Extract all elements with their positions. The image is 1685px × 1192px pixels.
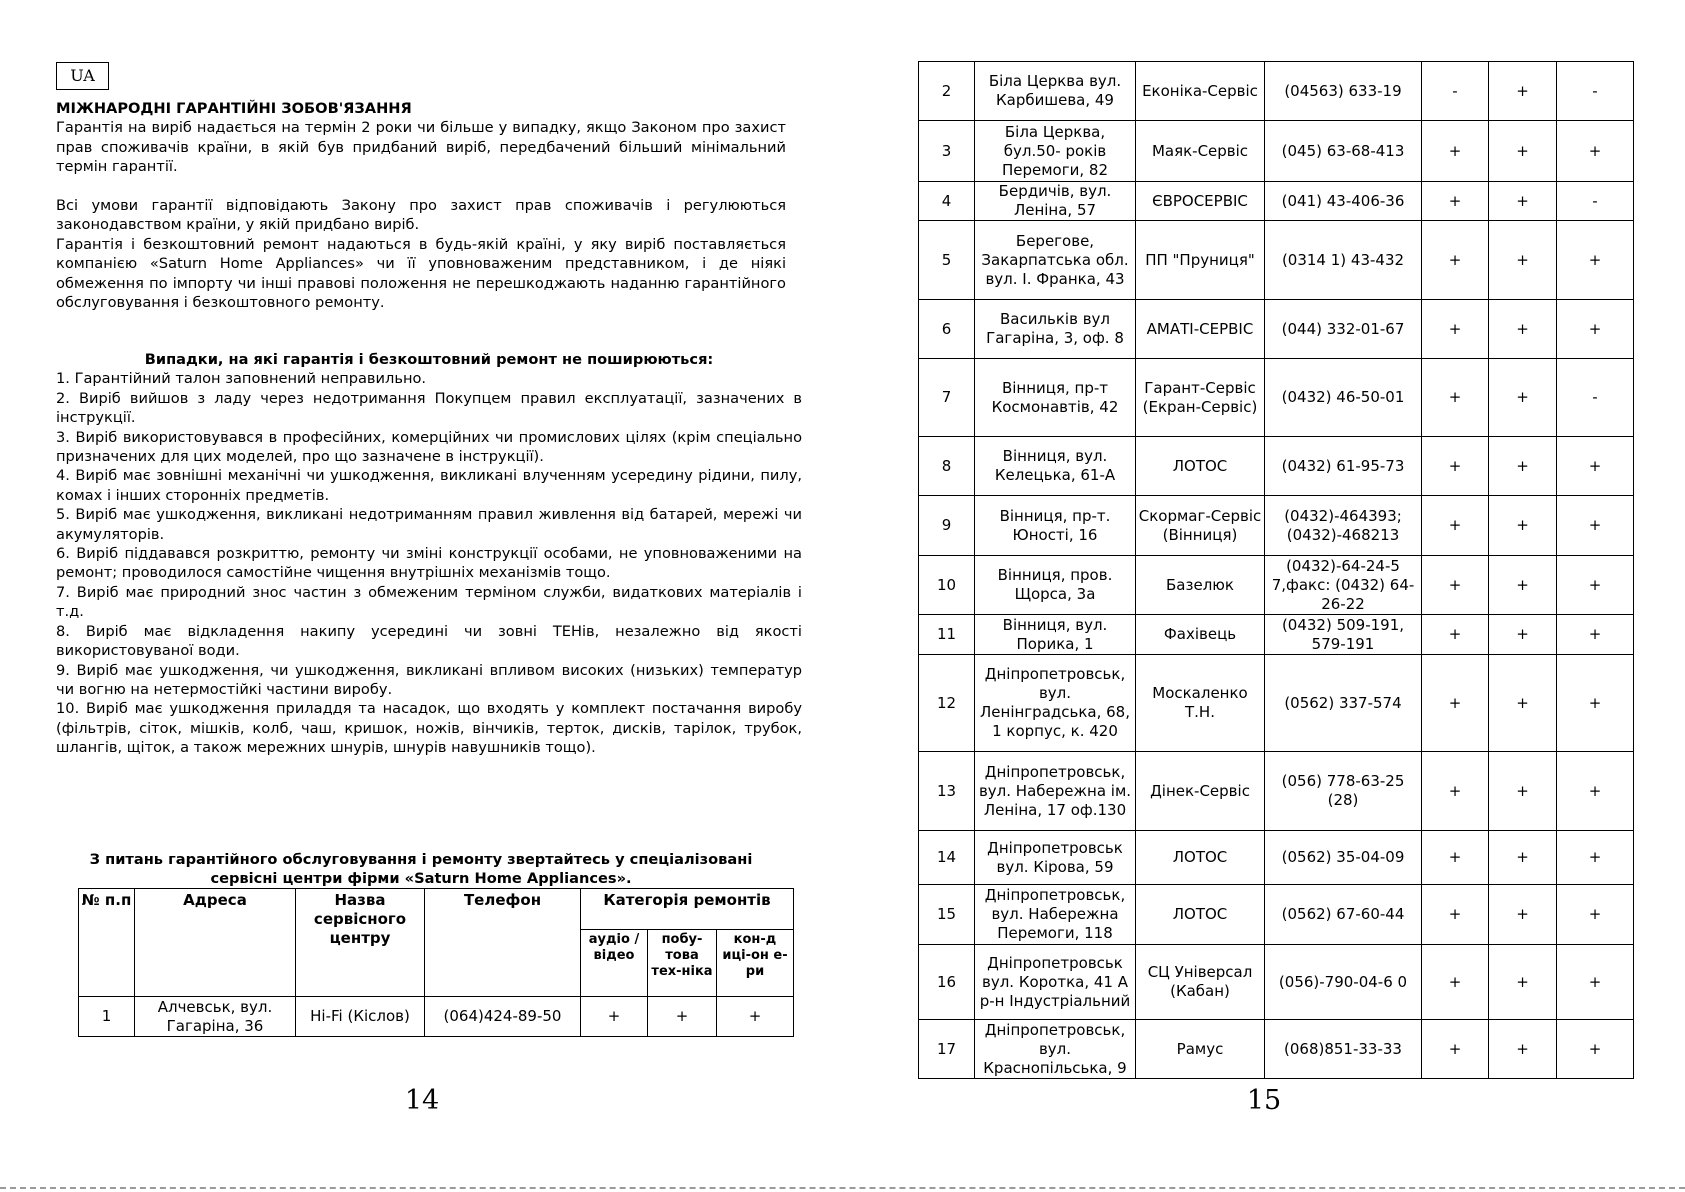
row-service-name: Еконіка-Сервіс [1136,62,1265,121]
row-num: 2 [919,62,975,121]
exclusion-item: 3. Виріб використовувався в професійних, комерційних чи промислових цілях (крім спеціально призначених для цих моделей, про що зазначене в інструкції). [56,428,802,466]
row-appliances: + [1489,752,1557,831]
row-appliances: + [1489,945,1557,1020]
exclusion-item: 2. Виріб вийшов з ладу через недотримання Покупцем правил експлуатації, зазначених в інструкції. [56,389,802,427]
row-air-conditioners: + [1557,1020,1634,1079]
row-service-name: АМАТІ-СЕРВІС [1136,300,1265,359]
row-num: 8 [919,437,975,496]
row-num: 17 [919,1020,975,1079]
row-audio-video: + [1422,496,1489,556]
header-address: Адреса [135,889,296,997]
row-address: Біла Церква вул. Карбишева, 49 [975,62,1136,121]
row-air-conditioners: + [1557,437,1634,496]
row-appliances: + [1489,300,1557,359]
page-title: МІЖНАРОДНІ ГАРАНТІЙНІ ЗОБОВ'ЯЗАННЯ [56,100,412,117]
table-row [919,752,1634,831]
row-appliances: + [1489,62,1557,121]
row-service-name: ЛОТОС [1136,885,1265,945]
row-audio-video: + [1422,182,1489,221]
left-page [0,0,842,1192]
row-appliances: + [1489,831,1557,885]
service-centers-title: З питань гарантійного обслуговування і ремонту звертайтесь у спеціалізовані сервісні центри фірми «Saturn Home Appliances». [89,851,753,888]
guarantee-intro-block [56,99,786,177]
row-address: Дніпропетровськ, вул. Краснопільська, 9 [975,1020,1136,1079]
exclusion-item: 5. Виріб має ушкодження, викликані недотриманням правил живлення від батарей, мережі чи акумуляторів. [56,506,802,543]
right-table-body [919,62,1634,1079]
row-appliances: + [1489,182,1557,221]
row-service-name: Москаленко Т.Н. [1136,655,1265,752]
row-appliances: + [1489,615,1557,655]
row-audio-video: + [1422,300,1489,359]
row-phone: (056)-790-04-6 0 [1265,945,1422,1020]
header-phone: Телефон [425,889,581,997]
right-page [842,0,1685,1192]
row-address: Дніпропетровськ вул. Кірова, 59 [975,831,1136,885]
language-label: UA [56,62,109,90]
table-row [919,182,1634,221]
row-service-name: Маяк-Сервіс [1136,121,1265,182]
table-header-row [79,889,794,930]
table-row [919,437,1634,496]
exclusion-item: 8. Виріб має відкладення накипу усередині чи зовні ТЕНів, незалежно від якості використовуваної води. [56,622,802,660]
row-phone: (0432)-64-24-5 7,факс: (0432) 64-26-22 [1265,556,1422,615]
row-audio-video: + [1422,615,1489,655]
row-num: 3 [919,121,975,182]
row-service-name: ЄВРОСЕРВІС [1136,182,1265,221]
row-appliances: + [1489,885,1557,945]
row-air-conditioners: + [1557,300,1634,359]
table-row [919,655,1634,752]
row-audio-video: + [1422,121,1489,182]
row-phone: (0562) 67-60-44 [1265,885,1422,945]
row-address: Дніпропетровськ, вул. Набережна ім. Леніна, 17 оф.130 [975,752,1136,831]
row-audio-video: + [1422,831,1489,885]
table-row [919,615,1634,655]
row-air-conditioners: + [1557,945,1634,1020]
row-address: Вінниця, пр-т Космонавтів, 42 [975,359,1136,437]
row-air-conditioners: - [1557,359,1634,437]
row-appliances: + [1489,655,1557,752]
table-row [919,221,1634,300]
row-service-name: Гарант-Сервіс (Екран-Сервіс) [1136,359,1265,437]
row-audio-video: + [1422,221,1489,300]
row-air-conditioners: + [1557,752,1634,831]
row-air-conditioners: + [717,997,794,1037]
row-audio-video: + [1422,359,1489,437]
exclusion-item: 4. Виріб має зовнішні механічні чи ушкодження, викликані влученням усередину рідини, пилу, комах і інших сторонніх предметів. [56,467,802,504]
row-appliances: + [648,997,717,1037]
row-address: Дніпропетровськ, вул. Набережна Перемоги, 118 [975,885,1136,945]
conditions-paragraph-1: Всі умови гарантії відповідають Закону про захист прав споживачів і регулюються законодавством країни, у якій придбано виріб. [56,197,786,234]
service-centers-table-part-2 [918,61,1634,1079]
intro-paragraph: Гарантія на виріб надається на термін 2 роки чи більше у випадку, якщо Законом про захист прав споживачів країни, в якій був придбаний виріб, передбачений більший мінімальний термін гарантії. [56,119,786,176]
row-phone: (04563) 633-19 [1265,62,1422,121]
row-num: 10 [919,556,975,615]
row-service-name: ЛОТОС [1136,437,1265,496]
row-appliances: + [1489,121,1557,182]
header-air-conditioners: кон-д иці-он е-ри [717,930,794,997]
row-num: 9 [919,496,975,556]
row-audio-video: + [1422,655,1489,752]
exclusion-item: 9. Виріб має ушкодження, чи ушкодження, викликані впливом високих (низьких) температур чи вогню на нетермостійкі частини виробу. [56,661,802,698]
conditions-block [56,196,786,312]
table-row [79,997,794,1037]
row-num: 15 [919,885,975,945]
row-appliances: + [1489,359,1557,437]
table-row [919,62,1634,121]
row-num: 13 [919,752,975,831]
row-num: 4 [919,182,975,221]
row-num: 6 [919,300,975,359]
row-service-name: ЛОТОС [1136,831,1265,885]
exclusion-item: 1. Гарантійний талон заповнений неправильно. [56,370,427,388]
row-num: 16 [919,945,975,1020]
row-audio-video: + [1422,945,1489,1020]
header-appliances: побу-това тех-ніка [648,930,717,997]
row-air-conditioners: + [1557,885,1634,945]
header-num: № п.п [79,889,135,997]
row-address: Біла Церква, бул.50- років Перемоги, 82 [975,121,1136,182]
header-audio-video: аудіо / відео [581,930,648,997]
row-phone: (041) 43-406-36 [1265,182,1422,221]
table-row [919,121,1634,182]
row-air-conditioners: + [1557,615,1634,655]
row-service-name: Базелюк [1136,556,1265,615]
row-address: Алчевськ, вул. Гагаріна, 36 [135,997,296,1037]
row-audio-video: + [1422,885,1489,945]
table-row [919,556,1634,615]
table-row [919,831,1634,885]
row-air-conditioners: + [1557,121,1634,182]
conditions-paragraph-2: Гарантія і безкоштовний ремонт надаються в будь-якій країні, у яку виріб поставляється компанією «Saturn Home Appliances» чи її уповноваженим представником, і де ніякі обмеження по імпорту чи інші правові положення не перешкоджають наданню гарантійного обслуговування і безкоштовного ремонту. [56,235,786,312]
exclusions-block [56,350,802,758]
service-centers-intro [56,850,786,889]
table-row [919,885,1634,945]
row-address: Вінниця, вул. Порика, 1 [975,615,1136,655]
page-number-right: 15 [1246,1085,1282,1116]
row-phone: (056) 778-63-25 (28) [1265,752,1422,831]
table-row [919,945,1634,1020]
row-audio-video: + [1422,556,1489,615]
row-address: Васильків вул Гагаріна, 3, оф. 8 [975,300,1136,359]
row-address: Дніпропетровськ, вул. Ленінградська, 68, 1 корпус, к. 420 [975,655,1136,752]
row-phone: (0562) 337-574 [1265,655,1422,752]
row-air-conditioners: + [1557,655,1634,752]
row-audio-video: + [581,997,648,1037]
header-service-name: Назва сервісного центру [296,889,425,997]
row-appliances: + [1489,556,1557,615]
header-category: Категорія ремонтів [581,889,794,930]
row-service-name: Фахівець [1136,615,1265,655]
row-service-name: Дінек-Сервіс [1136,752,1265,831]
row-appliances: + [1489,221,1557,300]
row-appliances: + [1489,1020,1557,1079]
table-row [919,496,1634,556]
row-phone: (0562) 35-04-09 [1265,831,1422,885]
row-phone: (0432) 509-191, 579-191 [1265,615,1422,655]
row-service-name: СЦ Універсал (Кабан) [1136,945,1265,1020]
row-air-conditioners: + [1557,221,1634,300]
row-service-name: Скормаг-Сервіс (Вінниця) [1136,496,1265,556]
row-air-conditioners: + [1557,496,1634,556]
row-air-conditioners: - [1557,182,1634,221]
page-number-left: 14 [404,1085,440,1116]
row-phone: (0432)-464393; (0432)-468213 [1265,496,1422,556]
row-num: 5 [919,221,975,300]
row-air-conditioners: + [1557,831,1634,885]
bottom-dashed-rule [0,1187,1685,1189]
row-phone: (068)851-33-33 [1265,1020,1422,1079]
table-row [919,1020,1634,1079]
row-num: 14 [919,831,975,885]
row-air-conditioners: + [1557,556,1634,615]
exclusion-item: 6. Виріб піддавався розкриттю, ремонту чи зміні конструкції особами, не уповноваженими на ремонт; проводилося самостійне чищення внутрішніх механізмів тощо. [56,545,802,582]
row-num: 11 [919,615,975,655]
row-num: 12 [919,655,975,752]
service-centers-table-part-1 [78,888,794,1037]
row-air-conditioners: - [1557,62,1634,121]
row-phone: (0432) 46-50-01 [1265,359,1422,437]
row-address: Вінниця, пров. Щорса, 3а [975,556,1136,615]
exclusion-item: 7. Виріб має природний знос частин з обмеженим терміном служби, видаткових матеріалів і т.д. [56,583,802,621]
row-phone: (0314 1) 43-432 [1265,221,1422,300]
row-num: 7 [919,359,975,437]
row-appliances: + [1489,496,1557,556]
exclusion-item: 10. Виріб має ушкодження приладдя та насадок, що входять у комплект постачання виробу (фільтрів, сіток, мішків, колб, чаш, кришок, ножів, вінчиків, терток, дисків, тарілок, трубок, шлангів, щіток, а також мережних шнурів, шнурів навушників тощо). [56,700,802,757]
row-phone: (0432) 61-95-73 [1265,437,1422,496]
row-service-name: ПП "Пруниця" [1136,221,1265,300]
row-audio-video: + [1422,437,1489,496]
row-address: Вінниця, пр-т. Юності, 16 [975,496,1136,556]
row-address: Вінниця, вул. Келецька, 61-А [975,437,1136,496]
row-service-name: Рамус [1136,1020,1265,1079]
table-row [919,359,1634,437]
row-service-name: Hi-Fi (Кіслов) [296,997,425,1037]
row-address: Бердичів, вул. Леніна, 57 [975,182,1136,221]
row-phone: (045) 63-68-413 [1265,121,1422,182]
row-phone: (044) 332-01-67 [1265,300,1422,359]
row-phone: (064)424-89-50 [425,997,581,1037]
table-row [919,300,1634,359]
row-address: Дніпропетровськ вул. Коротка, 41 А р-н Індустріальний [975,945,1136,1020]
row-appliances: + [1489,437,1557,496]
row-audio-video: - [1422,62,1489,121]
row-num: 1 [79,997,135,1037]
row-audio-video: + [1422,752,1489,831]
row-audio-video: + [1422,1020,1489,1079]
exclusions-title: Випадки, на які гарантія і безкоштовний ремонт не поширюються: [144,351,714,368]
row-address: Берегове, Закарпатська обл. вул. І. Франка, 43 [975,221,1136,300]
